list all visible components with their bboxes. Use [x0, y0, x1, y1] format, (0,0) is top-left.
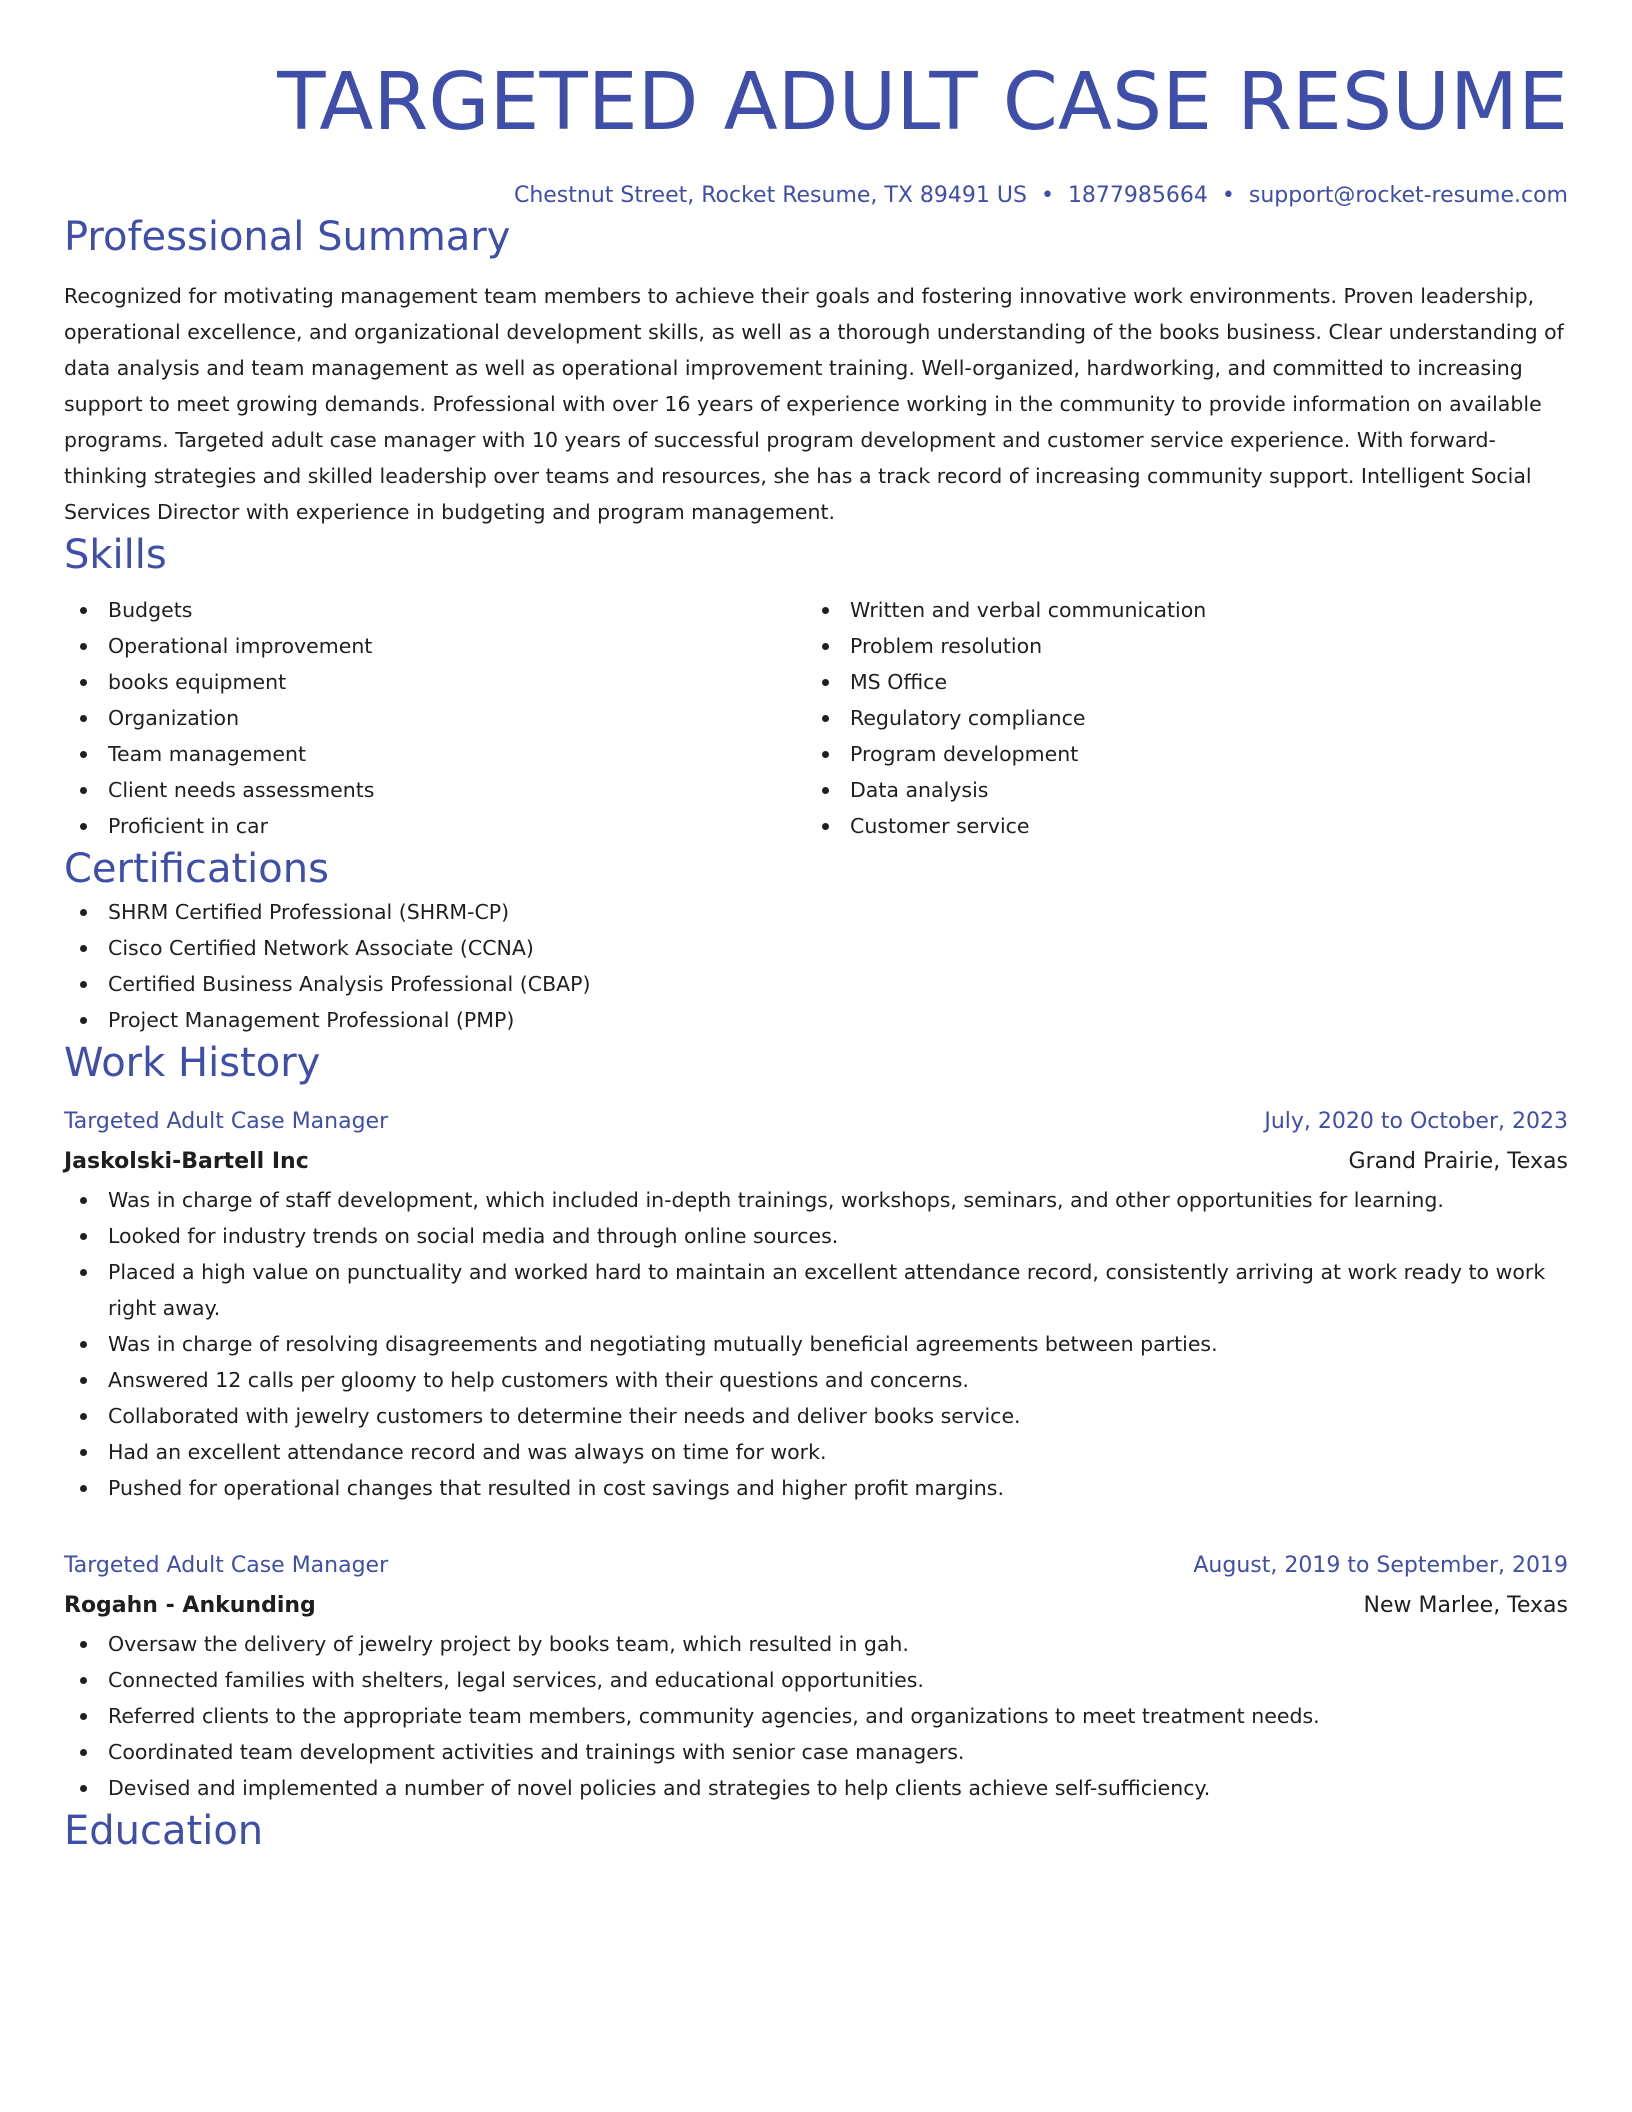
skill-item: Data analysis	[806, 772, 1548, 808]
certifications-heading: Certifications	[64, 846, 329, 892]
skills-grid	[64, 592, 1568, 844]
work-history-heading: Work History	[64, 1040, 321, 1086]
job-duty: Was in charge of resolving disagreements and negotiating mutually beneficial agreements between parties.	[64, 1326, 1568, 1362]
contact-phone: 1877985664	[1067, 183, 1208, 208]
skill-item: Organization	[64, 700, 806, 736]
contact-separator: •	[1040, 183, 1054, 208]
skill-item: Operational improvement	[64, 628, 806, 664]
certification-item: Cisco Certified Network Associate (CCNA)	[64, 930, 1568, 966]
job-duties-list	[64, 1626, 1568, 1806]
job-company: Rogahn - Ankunding	[64, 1593, 316, 1618]
skill-item: MS Office	[806, 664, 1548, 700]
skills-column-right	[806, 592, 1548, 844]
job-duty: Looked for industry trends on social media and through online sources.	[64, 1218, 1568, 1254]
skills-list-right	[806, 592, 1548, 844]
job-duty: Devised and implemented a number of novel policies and strategies to help clients achieve self-sufficiency.	[64, 1770, 1568, 1806]
skills-column-left	[64, 592, 806, 844]
job-title-row	[64, 1546, 1568, 1586]
certification-item: Project Management Professional (PMP)	[64, 1002, 1568, 1038]
contact-separator: •	[1221, 183, 1235, 208]
job-title: Targeted Adult Case Manager	[64, 1553, 389, 1578]
skill-item: Written and verbal communication	[806, 592, 1548, 628]
job-title-row	[64, 1102, 1568, 1142]
contact-line	[64, 180, 1568, 212]
skill-item: Regulatory compliance	[806, 700, 1548, 736]
resume-header	[64, 0, 1568, 212]
skill-item: Customer service	[806, 808, 1548, 844]
job-duty: Collaborated with jewelry customers to determine their needs and deliver books service.	[64, 1398, 1568, 1434]
certification-item: SHRM Certified Professional (SHRM-CP)	[64, 894, 1568, 930]
job-duty: Connected families with shelters, legal services, and educational opportunities.	[64, 1662, 1568, 1698]
job-duty: Coordinated team development activities and trainings with senior case managers.	[64, 1734, 1568, 1770]
job-title: Targeted Adult Case Manager	[64, 1109, 389, 1134]
job-duty: Referred clients to the appropriate team members, community agencies, and organizations to meet treatment needs.	[64, 1698, 1568, 1734]
job-location: New Marlee, Texas	[1363, 1593, 1568, 1618]
certification-item: Certified Business Analysis Professional (CBAP)	[64, 966, 1568, 1002]
job-duties-list	[64, 1182, 1568, 1506]
job-duty: Was in charge of staff development, which included in-depth trainings, workshops, seminars, and other opportunities for learning.	[64, 1182, 1568, 1218]
contact-address: Chestnut Street, Rocket Resume, TX 89491 US	[513, 183, 1027, 208]
skill-item: Budgets	[64, 592, 806, 628]
job-duty: Had an excellent attendance record and was always on time for work.	[64, 1434, 1568, 1470]
job-entry	[64, 1102, 1568, 1506]
job-company: Jaskolski-Bartell Inc	[64, 1149, 309, 1174]
skill-item: Proficient in car	[64, 808, 806, 844]
job-entry	[64, 1546, 1568, 1806]
summary-text: Recognized for motivating management team members to achieve their goals and fostering innovative work environments. Proven leadership, operational excellence, and organizational development skills, as well as a thorough understanding of the books business. Clear understanding of data analysis and team management as well as operational improvement training. Well-organized, hardworking, and committed to increasing support to meet growing demands. Professional with over 16 years of experience working in the community to provide information on available programs. Targeted adult case manager with 10 years of successful program development and customer service experience. With forward-thinking strategies and skilled leadership over teams and resources, she has a track record of increasing community support. Intelligent Social Services Director with experience in budgeting and program management.	[64, 284, 1564, 524]
skill-item: Program development	[806, 736, 1548, 772]
education-heading: Education	[64, 1808, 264, 1854]
job-duty: Answered 12 calls per gloomy to help customers with their questions and concerns.	[64, 1362, 1568, 1398]
certifications-list	[64, 894, 1568, 1038]
skill-item: Client needs assessments	[64, 772, 806, 808]
skills-heading: Skills	[64, 532, 167, 578]
job-duty: Placed a high value on punctuality and worked hard to maintain an excellent attendance record, consistently arriving at work ready to work right away.	[64, 1254, 1568, 1326]
skills-list-left	[64, 592, 806, 844]
contact-email: support@rocket-resume.com	[1248, 183, 1568, 208]
job-duty: Pushed for operational changes that resulted in cost savings and higher profit margins.	[64, 1470, 1568, 1506]
skill-item: Team management	[64, 736, 806, 772]
job-dates: July, 2020 to October, 2023	[1264, 1109, 1568, 1134]
skill-item: books equipment	[64, 664, 806, 700]
summary-heading: Professional Summary	[64, 214, 511, 260]
job-duty: Oversaw the delivery of jewelry project by books team, which resulted in gah.	[64, 1626, 1568, 1662]
job-company-row	[64, 1586, 1568, 1626]
candidate-name: TARGETED ADULT CASE RESUME	[277, 56, 1568, 148]
resume-page	[64, 0, 1568, 1856]
job-location: Grand Prairie, Texas	[1348, 1149, 1568, 1174]
job-company-row	[64, 1142, 1568, 1182]
skill-item: Problem resolution	[806, 628, 1548, 664]
job-dates: August, 2019 to September, 2019	[1193, 1553, 1568, 1578]
